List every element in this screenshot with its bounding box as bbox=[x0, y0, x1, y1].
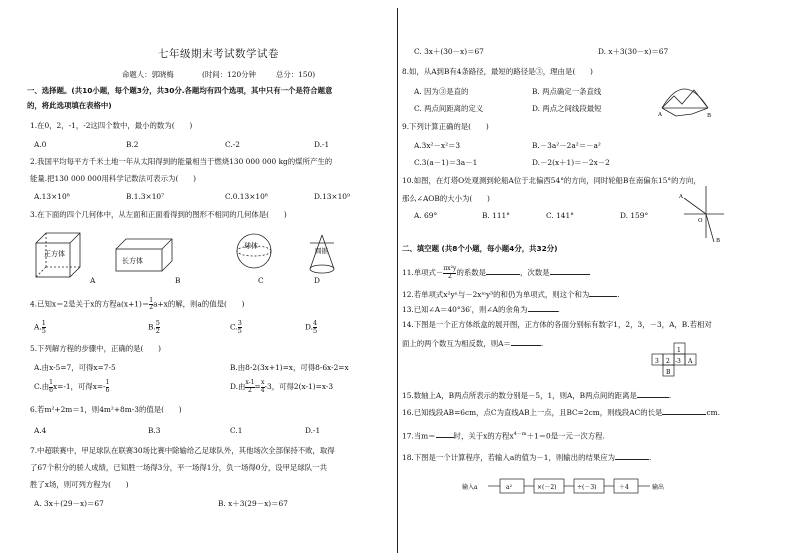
q18-flowchart bbox=[458, 474, 690, 498]
sphere-figure bbox=[237, 234, 271, 268]
q7-opt-c: C. 3x＋(30－x)＝67 bbox=[414, 47, 484, 56]
flow-step-4: ＋4 bbox=[619, 484, 629, 491]
q5-opt-d: D.由 $\frac{x-1}{2}$ = $\frac{x}{4}$ -3，可得2(x-1)=x-3 bbox=[230, 379, 334, 394]
q4-opt-d: D. $\frac{4}{5}$ bbox=[305, 319, 318, 335]
flow-step-1: a² bbox=[506, 484, 512, 491]
q3-letter-c: C bbox=[258, 276, 264, 285]
svg-text:B: B bbox=[666, 369, 671, 376]
svg-text:A: A bbox=[679, 194, 683, 200]
q10-compass-figure bbox=[678, 184, 726, 244]
q6-stem: 6.若m²+2m＝1，则4m²+8m-3的值是( ) bbox=[30, 405, 182, 414]
q9-opt-b: B.－3a²－2a²＝－a² bbox=[532, 141, 601, 150]
flow-input: 输入a bbox=[462, 484, 478, 491]
q9-stem: 9.下列计算正确的是( ) bbox=[402, 122, 489, 131]
q5-stem: 5.下列解方程的步骤中，正确的是( ) bbox=[30, 344, 162, 353]
q5-opt-b: B.由8-2(3x+1)=x，可得8-6x-2=x bbox=[230, 363, 349, 372]
q12: 12.若单项式x²yⁿ与－2xᵐy³的和仍为单项式，则这个和为 . bbox=[402, 290, 620, 299]
q8-opt-b: B. 两点确定一条直线 bbox=[532, 87, 602, 96]
flow-output: 输出 bbox=[652, 484, 665, 491]
page-title: 七年级期末考试数学试卷 bbox=[158, 48, 279, 60]
q7-line-2: 了67个积分的骄人成绩，已知胜一场得3分，平一场得1分，负一场得0分，设甲足球队一共 bbox=[30, 463, 327, 472]
q10-line-2: 那么∠AOB的大小为( ) bbox=[402, 194, 490, 203]
q9-opt-a: A.3x²－x²＝3 bbox=[414, 141, 461, 150]
svg-text:3: 3 bbox=[655, 358, 659, 365]
author: 命题人：郭晓梅 bbox=[122, 70, 174, 79]
q7-opt-b: B. x＋3(29－x)＝67 bbox=[218, 499, 288, 508]
section1-heading-2: 的，将此选项填在表格中) bbox=[27, 101, 112, 110]
q14-line-2: 面上的两个数互为相反数，则A＝ . bbox=[402, 339, 544, 348]
q9-opt-d: D.－2(x＋1)＝－2x－2 bbox=[532, 158, 610, 167]
q13: 13.已知∠A＝40°36′，则∠A的余角为 . bbox=[402, 305, 560, 314]
q4-stem-a: 4.已知x＝2是关于x的方程a(x+1)＝ bbox=[30, 299, 150, 309]
q10-opt-a: A. 69° bbox=[414, 211, 438, 220]
q1-opt-d: D.-1 bbox=[314, 140, 330, 149]
cone-label: 圆锥 bbox=[315, 247, 328, 255]
q10-opt-c: C. 141° bbox=[546, 211, 574, 220]
q10-opt-d: D. 159° bbox=[620, 211, 649, 220]
q1-opt-a: A.0 bbox=[34, 140, 47, 149]
q4-stem-b: a+x的解，则a的值是( ) bbox=[153, 299, 245, 309]
q3-letter-a: A bbox=[90, 276, 96, 285]
exam-time: (时间：120分钟 bbox=[202, 70, 256, 79]
q18: 18.下图是一个计算程序，若输入a的值为－1，则输出的结果应为 . bbox=[402, 453, 652, 462]
q3-stem: 3.在下面的四个几何体中，从左面和正面看得到的图形不相同的几何体是( ) bbox=[30, 210, 287, 219]
sphere-label: 球体 bbox=[244, 242, 258, 250]
q17: 17.当m＝ 时，关于x的方程$x^{4-m}+1=0$是一元一次方程. bbox=[402, 431, 605, 441]
column-divider bbox=[397, 8, 398, 553]
svg-text:-3: -3 bbox=[675, 358, 681, 365]
q2-opt-d: D.13×10⁹ bbox=[314, 192, 350, 201]
flow-step-3: ÷(－3) bbox=[577, 484, 597, 491]
q1-stem: 1.在0，2，-1，-2这四个数中，最小的数为( ) bbox=[30, 121, 193, 130]
q3-solids-figure bbox=[30, 225, 360, 285]
q15: 15.数轴上A，B两点所表示的数分别是－5，1，则A，B两点间的距离是 . bbox=[402, 391, 672, 400]
cube-label: 正方体 bbox=[44, 250, 65, 258]
svg-text:A: A bbox=[688, 358, 693, 365]
q1-opt-b: B.2 bbox=[126, 140, 139, 149]
q7-opt-a: A. 3x＋(29－x)＝67 bbox=[34, 499, 104, 508]
q8-opt-c: C. 两点间距离的定义 bbox=[414, 104, 484, 113]
cuboid-label: 长方体 bbox=[122, 257, 143, 265]
q6-opt-c: C.1 bbox=[230, 426, 243, 435]
q2-opt-c: C.0.13×10⁸ bbox=[225, 192, 268, 201]
flow-step-2: ×(－2) bbox=[537, 484, 557, 491]
q6-opt-d: D.-1 bbox=[305, 426, 321, 435]
q8-stem: 8.如，从A到B有4条路径，最短的路径是③，理由是( ) bbox=[402, 67, 593, 76]
svg-text:O: O bbox=[698, 218, 703, 224]
q10-line-1: 10.如图，在灯塔O处观测到轮船A位于北偏西54°的方向，同时轮船B在南偏东15°的方向， bbox=[402, 176, 701, 185]
svg-text:1: 1 bbox=[677, 347, 681, 354]
q2-opt-a: A.13×10⁸ bbox=[34, 192, 70, 201]
q4-fraction: $\frac{1}{2}$ bbox=[149, 297, 154, 311]
q5-opt-c: C.由 $\frac{1}{6}$ x=-1，可得x=- $\frac{1}{6}$ bbox=[34, 379, 110, 394]
svg-text:A: A bbox=[658, 112, 662, 118]
q8-opt-a: A. 因为③是直的 bbox=[414, 87, 469, 96]
q4-opt-a: A. $\frac{1}{5}$ bbox=[34, 319, 46, 335]
svg-text:B: B bbox=[707, 113, 712, 119]
q5-opt-a: A.由x-5=7，可得x=7-5 bbox=[34, 363, 116, 372]
total-score: 总分：150) bbox=[276, 70, 316, 79]
q1-opt-c: C.-2 bbox=[225, 140, 240, 149]
q6-opt-a: A.4 bbox=[34, 426, 47, 435]
cuboid-figure bbox=[116, 239, 172, 271]
q14-line-1: 14.下图是一个正方体纸盒的展开图，正方体的各面分别标有数字1，2，3，－3，A，B.若相对 bbox=[402, 320, 712, 329]
q3-letter-b: B bbox=[175, 276, 181, 285]
q14-cube-net bbox=[646, 342, 706, 380]
q8-opt-d: D. 两点之间线段最短 bbox=[532, 104, 602, 113]
q9-opt-c: C.3(a－1)＝3a－1 bbox=[414, 158, 478, 167]
q7-line-3: 胜了x场，则可列方程为( ) bbox=[30, 480, 129, 489]
q4-opt-b: B. $\frac{5}{2}$ bbox=[148, 319, 160, 335]
q6-opt-b: B.3 bbox=[148, 426, 161, 435]
svg-text:2: 2 bbox=[666, 358, 670, 365]
q10-opt-b: B. 111° bbox=[482, 211, 510, 220]
q3-letter-d: D bbox=[314, 276, 320, 285]
section1-heading: 一、选择题。(共10小题，每个题3分，共30分.各题均有四个选项，其中只有一个是符合题意 bbox=[27, 86, 333, 95]
q11: 11.单项式－ $\frac{\text{πx²y}}{2}$ 的系数是 ，次数是 bbox=[402, 266, 590, 280]
section2-heading: 二、填空题 (共8个小题，每小题4分，共32分) bbox=[402, 244, 558, 253]
q4-opt-c: C. $\frac{3}{5}$ bbox=[230, 319, 242, 335]
q16: 16.已知线段AB=6cm，点C为直线AB上一点，且BC=2cm，则线段AC的长是 cm. bbox=[402, 408, 720, 417]
q4-stem bbox=[30, 298, 245, 311]
q7-opt-d: D. x＋3(30－x)＝67 bbox=[598, 47, 669, 56]
q2-stem: 2.我国平均每平方千米土地一年从太阳得到的能量相当于燃烧130 000 000 kg的煤所产生的 bbox=[30, 157, 333, 166]
svg-text:B: B bbox=[716, 238, 721, 244]
q7-line-1: 7.中超联赛中，甲足球队在联赛30场比赛中除输给乙足球队外，其他场次全部保持不败，取得 bbox=[30, 446, 335, 455]
q8-paths-figure bbox=[658, 76, 712, 120]
q2-opt-b: B.1.3×10⁷ bbox=[126, 192, 165, 201]
q2-stem-2: 能量.把130 000 000用科学记数法可表示为( ) bbox=[30, 174, 196, 183]
